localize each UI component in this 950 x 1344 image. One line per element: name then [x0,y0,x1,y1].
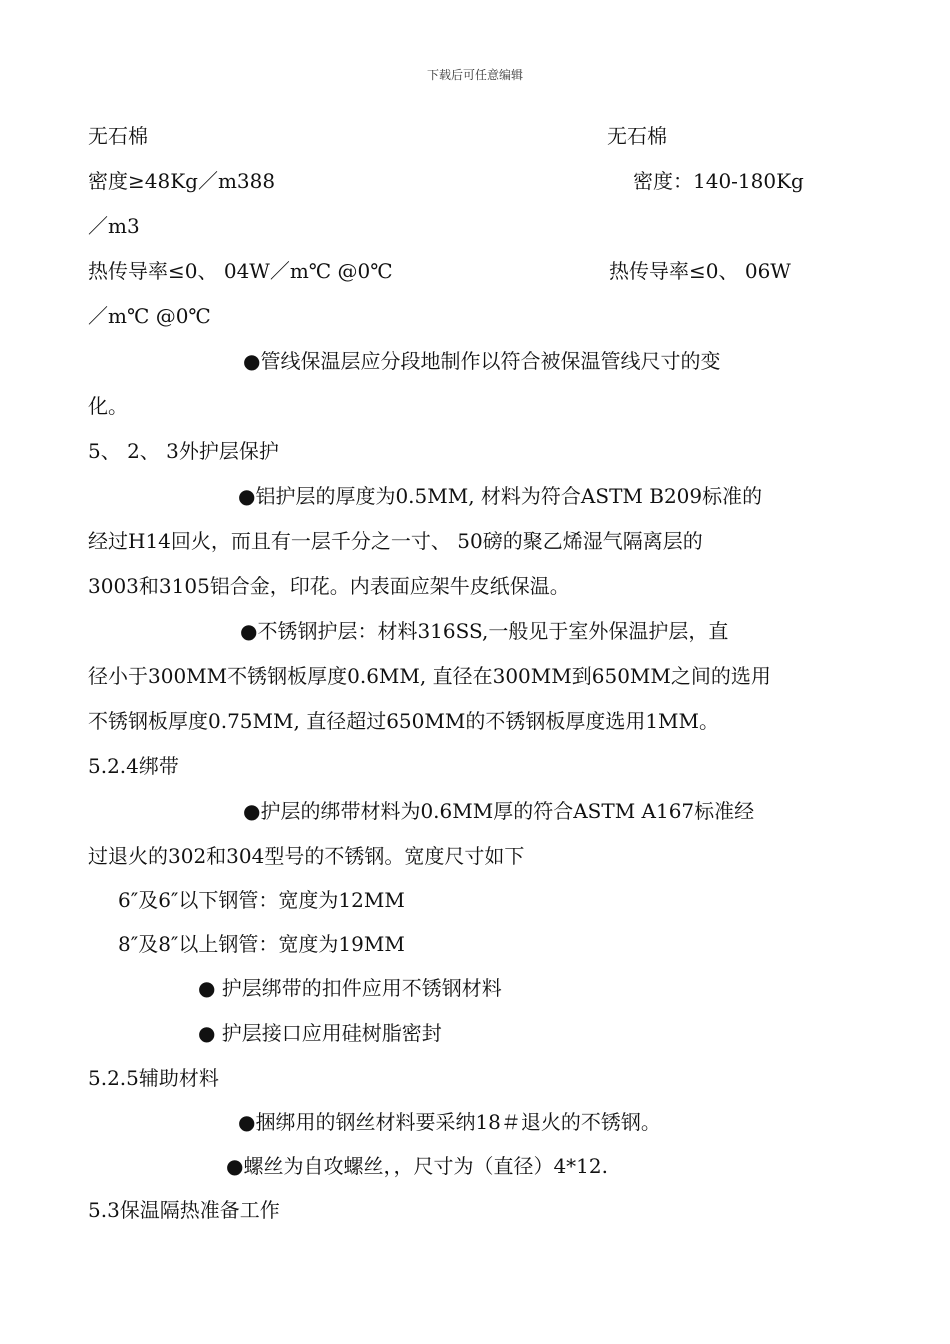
line-10: 经过H14回火，而且有一层千分之一寸、 50磅的聚乙烯湿气隔离层的 [88,529,703,553]
section-heading-5-2-4: 5.2.4绑带 [88,754,179,778]
page-header: 下载后可任意编辑 [426,68,523,82]
bullet-strap-fasteners: ● 护层绑带的扣件应用不锈钢材料 [198,976,502,1000]
line-1-right: 无石棉 [607,124,667,148]
section-heading-5-2-5: 5.2.5辅助材料 [88,1066,219,1090]
width-spec-6-inch: 6″及6″以下钢管：宽度为12MM [118,888,405,912]
bullet-strapping-material: ●护层的绑带材料为0.6MM厚的符合ASTM A167标准经 [243,799,755,823]
line-4-right: 热传导率≤0、 06W [609,259,791,283]
bullet-binding-wire: ●捆绑用的钢丝材料要采纳18＃退火的不锈钢。 [238,1110,661,1134]
line-5: ／m℃ @0℃ [88,304,211,328]
bullet-aluminum-jacket: ●铝护层的厚度为0.5MM, 材料为符合ASTM B209标准的 [238,484,763,508]
line-1-left: 无石棉 [88,124,148,148]
line-4-left: 热传导率≤0、 04W／m℃ @0℃ [88,259,393,283]
section-heading-5-3: 5.3保温隔热准备工作 [88,1198,280,1222]
line-2-right: 密度：140-180Kg [633,169,804,193]
line-17: 过退火的302和304型号的不锈钢。宽度尺寸如下 [88,844,525,868]
bullet-insulation-segments: ●管线保温层应分段地制作以符合被保温管线尺寸的变 [243,349,721,373]
line-3: ／m3 [88,214,140,238]
section-heading-5-2-3: 5、 2、 3外护层保护 [88,439,279,463]
bullet-stainless-jacket: ●不锈钢护层：材料316SS,一般见于室外保温护层，直 [240,619,729,643]
line-7: 化。 [88,394,128,418]
bullet-screws: ●螺丝为自攻螺丝，，尺寸为（直径）4*12. [226,1154,608,1178]
line-14: 不锈钢板厚度0.75MM, 直径超过650MM的不锈钢板厚度选用1MM。 [88,709,720,733]
width-spec-8-inch: 8″及8″以上钢管：宽度为19MM [118,932,405,956]
line-11: 3003和3105铝合金，印花。内表面应架牛皮纸保温。 [88,574,570,598]
line-13: 径小于300MM不锈钢板厚度0.6MM, 直径在300MM到650MM之间的选用 [88,664,771,688]
bullet-joint-sealing: ● 护层接口应用硅树脂密封 [198,1021,442,1045]
line-2-left: 密度≥48Kg／m388 [88,169,276,193]
